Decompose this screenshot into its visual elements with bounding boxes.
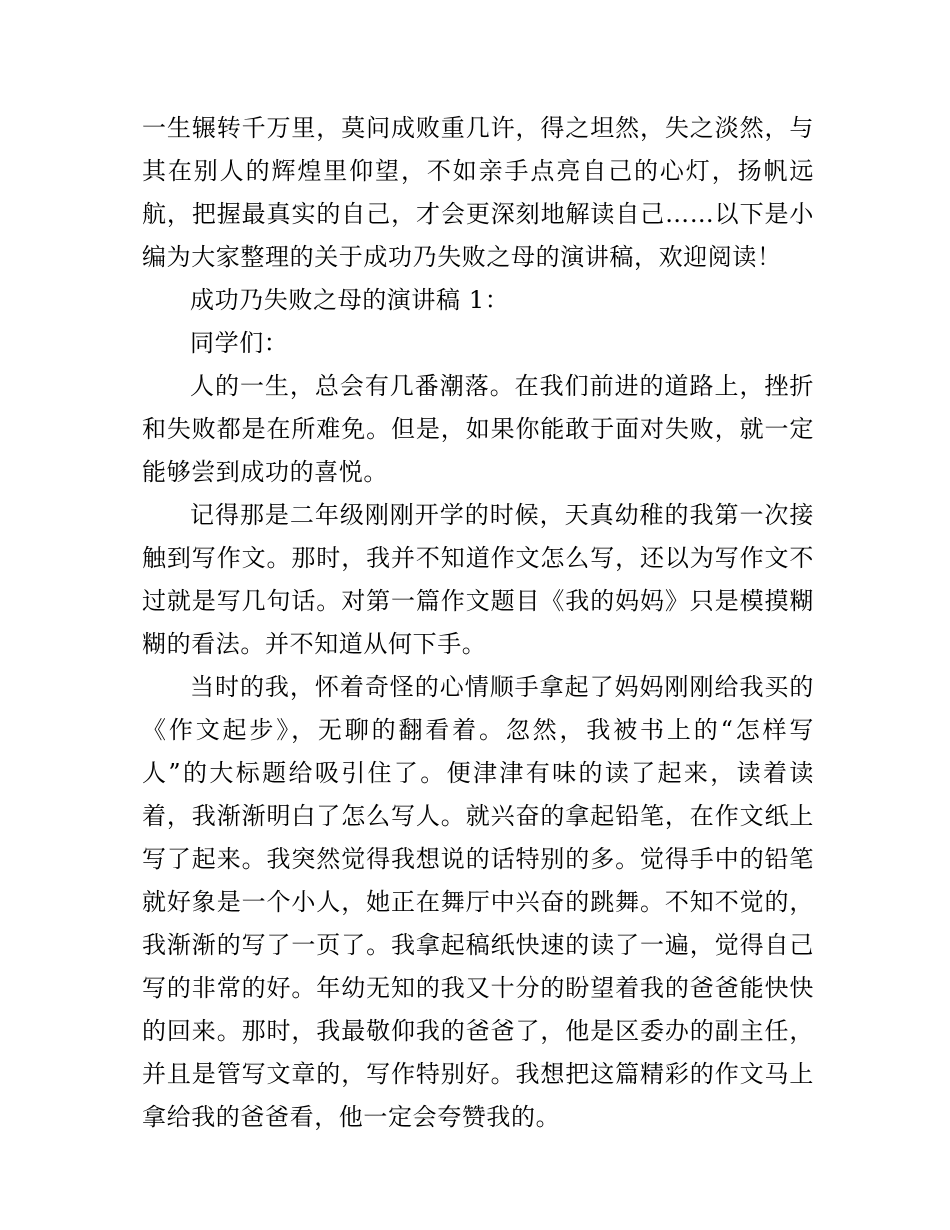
intro-paragraph: 一生辗转千万里，莫问成败重几许，得之坦然，失之淡然，与其在别人的辉煌里仰望，不如亲手点亮自己的心灯，扬帆远航，把握最真实的自己，才会更深刻地解读自己……以下是小编为大家整理的关于成功乃失败之母的演讲稿，欢迎阅读！ xyxy=(142,114,814,271)
salutation: 同学们： xyxy=(190,329,289,357)
body-paragraph: 当时的我，怀着奇怪的心情顺手拿起了妈妈刚刚给我买的《作文起步》，无聊的翻看着。忽然，我被书上的“怎样写人”的大标题给吸引住了。便津津有味的读了起来，读着读着，我渐渐明白了怎么写人。就兴奋的拿起铅笔，在作文纸上写了起来。我突然觉得我想说的话特别的多。觉得手中的铅笔就好象是一个小人，她正在舞厅中兴奋的跳舞。不知不觉的，我渐渐的写了一页了。我拿起稿纸快速的读了一遍，觉得自己写的非常的好。年幼无知的我又十分的盼望着我的爸爸能快快的回来。那时，我最敬仰我的爸爸了，他是区委办的副主任，并且是管写文章的，写作特别好。我想把这篇精彩的作文马上拿给我的爸爸看，他一定会夸赞我的。 xyxy=(142,673,814,1131)
body-paragraph: 人的一生，总会有几番潮落。在我们前进的道路上，挫折和失败都是在所难免。但是，如果你能敢于面对失败，就一定能够尝到成功的喜悦。 xyxy=(142,372,814,486)
body-paragraph: 记得那是二年级刚刚开学的时候，天真幼稚的我第一次接触到写作文。那时，我并不知道作文怎么写，还以为写作文不过就是写几句话。对第一篇作文题目《我的妈妈》只是模摸糊糊的看法。并不知道从何下手。 xyxy=(142,501,814,658)
document-body xyxy=(142,107,814,1139)
speech-heading: 成功乃失败之母的演讲稿 1： xyxy=(190,286,510,314)
